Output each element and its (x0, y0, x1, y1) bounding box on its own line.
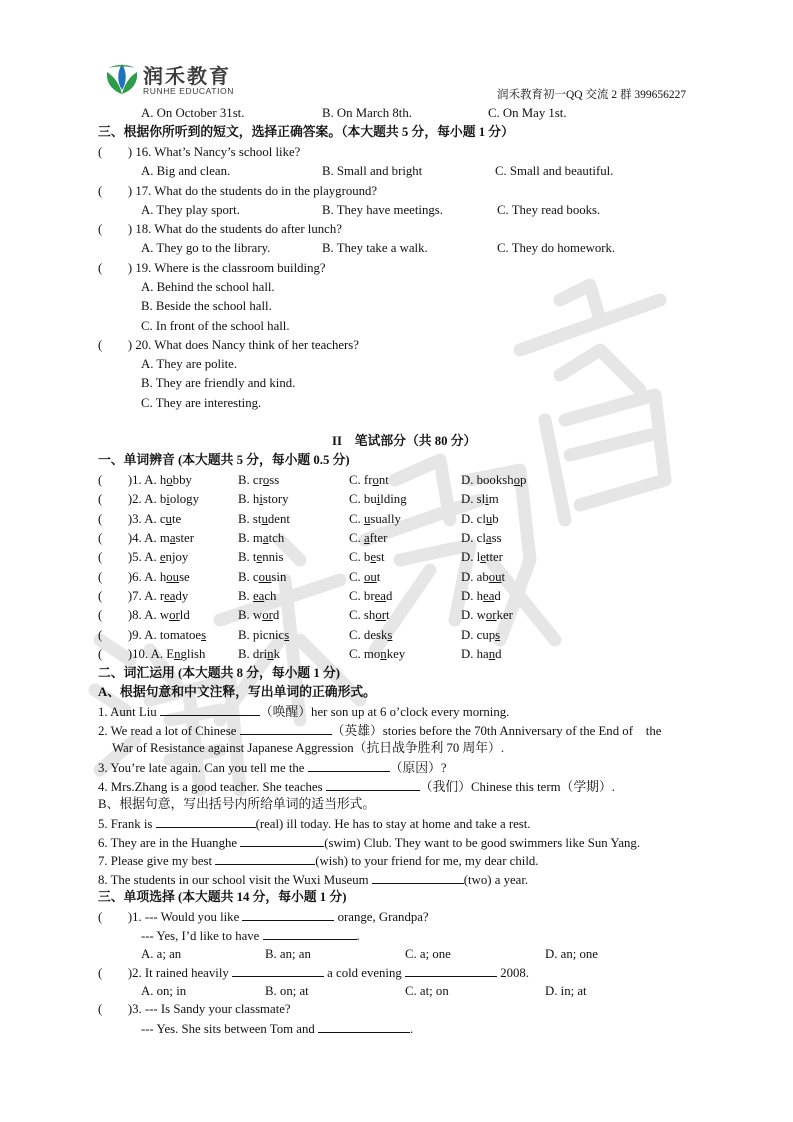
answer-blank[interactable] (240, 722, 332, 735)
phonetics-option-b: B. history (238, 492, 289, 506)
choice-1-option-d: D. an; one (545, 947, 598, 961)
answer-blank[interactable] (318, 1020, 410, 1033)
q16-option-a: A. Big and clean. (141, 164, 231, 178)
section-title-phonetics: 一、单词辨音 (本大题共 5 分，每小题 0.5 分) (98, 453, 350, 467)
phonetics-option-d: D. slim (461, 492, 499, 506)
q17-option-c: C. They read books. (497, 203, 601, 217)
answer-blank[interactable] (240, 834, 324, 847)
phonetics-row: ( )6. A. house (98, 570, 190, 584)
vocab-sentence-7: 7. Please give my best (wish) to your friend for me, my dear child. (98, 854, 539, 868)
phonetics-option-b: B. drink (238, 647, 280, 661)
choice-1-option-c: C. a; one (405, 947, 451, 961)
phonetics-option-b: B. student (238, 512, 290, 526)
vocab-sentence-2: 2. We read a lot of Chinese （英雄）stories before the 70th Anniversary of the End of the (98, 724, 662, 738)
section-title-single-choice: 三、单项选择 (本大题共 14 分，每小题 1 分) (98, 890, 347, 904)
phonetics-option-c: C. monkey (349, 647, 406, 661)
phonetics-option-c: C. building (349, 492, 407, 506)
phonetics-option-b: B. cross (238, 473, 280, 487)
vocab-sentence-1: 1. Aunt Liu （唤醒）her son up at 6 o’clock every morning. (98, 705, 510, 719)
option-a: A. On October 31st. (141, 106, 245, 120)
choice-question-3: ( )3. --- Is Sandy your classmate? (98, 1002, 291, 1016)
part-title-written: II 笔试部分（共 80 分） (332, 434, 477, 448)
phonetics-option-d: D. head (461, 589, 501, 603)
question-19: ( ) 19. Where is the classroom building? (98, 261, 326, 275)
option-b: B. On March 8th. (322, 106, 412, 120)
choice-question-1-reply: --- Yes, I’d like to have . (141, 929, 360, 943)
leaf-logo-icon (103, 60, 141, 98)
answer-blank[interactable] (232, 964, 324, 977)
question-17: ( ) 17. What do the students do in the playground? (98, 184, 378, 198)
phonetics-option-c: C. out (349, 570, 381, 584)
section-title-vocabulary: 二、词汇运用 (本大题共 8 分，每小题 1 分) (98, 666, 341, 680)
choice-question-2: ( )2. It rained heavily a cold evening 2008. (98, 966, 529, 980)
vocab-sentence-8: 8. The students in our school visit the Wuxi Museum (two) a year. (98, 873, 529, 887)
logo-english-name: RUNHE EDUCATION (143, 86, 235, 96)
question-18: ( ) 18. What do the students do after lunch? (98, 222, 342, 236)
q19-option-a: A. Behind the school hall. (141, 280, 275, 294)
q19-option-c: C. In front of the school hall. (141, 319, 290, 333)
phonetics-option-c: C. short (349, 608, 390, 622)
choice-question-1: ( )1. --- Would you like orange, Grandpa? (98, 910, 429, 924)
runhe-education-logo (103, 60, 263, 100)
choice-2-option-a: A. on; in (141, 984, 187, 998)
phonetics-option-d: D. about (461, 570, 506, 584)
q20-option-b: B. They are friendly and kind. (141, 376, 296, 390)
vocab-sentence-4: 4. Mrs.Zhang is a good teacher. She teaches （我们）Chinese this term（学期）. (98, 780, 615, 794)
choice-2-option-d: D. in; at (545, 984, 587, 998)
phonetics-option-d: D. worker (461, 608, 513, 622)
q16-option-b: B. Small and bright (322, 164, 423, 178)
q16-option-c: C. Small and beautiful. (495, 164, 614, 178)
logo-chinese-name: 润禾教育 (143, 64, 231, 88)
phonetics-option-d: D. class (461, 531, 502, 545)
choice-1-option-b: B. an; an (265, 947, 311, 961)
answer-blank[interactable] (326, 778, 420, 791)
phonetics-row: ( )4. A. master (98, 531, 194, 545)
vocab-part-b-instruction: B、根据句意，写出括号内所给单词的适当形式。 (98, 797, 376, 811)
phonetics-option-c: C. front (349, 473, 389, 487)
phonetics-option-c: C. after (349, 531, 388, 545)
phonetics-row: ( )1. A. hobby (98, 473, 192, 487)
phonetics-option-c: C. usually (349, 512, 401, 526)
phonetics-option-d: D. bookshop (461, 473, 527, 487)
question-16: ( ) 16. What’s Nancy’s school like? (98, 145, 301, 159)
phonetics-option-d: D. club (461, 512, 499, 526)
choice-question-3-reply: --- Yes. She sits between Tom and . (141, 1022, 414, 1036)
q18-option-b: B. They take a walk. (322, 241, 428, 255)
phonetics-option-b: B. tennis (238, 550, 284, 564)
phonetics-row: ( )2. A. biology (98, 492, 199, 506)
q17-option-a: A. They play sport. (141, 203, 240, 217)
phonetics-option-c: C. best (349, 550, 385, 564)
vocab-part-a-instruction: A、根据句意和中文注释，写出单词的正确形式。 (98, 685, 376, 699)
vocab-sentence-2-continued: War of Resistance against Japanese Aggression（抗日战争胜利 70 周年）. (112, 741, 505, 755)
vocab-sentence-3: 3. You’re late again. Can you tell me the （原因）? (98, 761, 447, 775)
choice-2-option-c: C. at; on (405, 984, 449, 998)
phonetics-row: ( )10. A. English (98, 647, 206, 661)
choice-1-option-a: A. a; an (141, 947, 182, 961)
phonetics-option-c: C. desks (349, 628, 393, 642)
answer-blank[interactable] (263, 927, 357, 940)
q20-option-c: C. They are interesting. (141, 396, 262, 410)
answer-blank[interactable] (308, 759, 390, 772)
q19-option-b: B. Beside the school hall. (141, 299, 272, 313)
phonetics-row: ( )3. A. cute (98, 512, 182, 526)
phonetics-option-c: C. bread (349, 589, 393, 603)
q17-option-b: B. They have meetings. (322, 203, 443, 217)
phonetics-option-b: B. picnics (238, 628, 290, 642)
section-title-listening-3: 三、根据你所听到的短文，选择正确答案。（本大题共 5 分，每小题 1 分） (98, 125, 514, 139)
phonetics-option-b: B. each (238, 589, 277, 603)
q20-option-a: A. They are polite. (141, 357, 238, 371)
answer-blank[interactable] (156, 815, 256, 828)
answer-blank[interactable] (372, 871, 464, 884)
qq-group-note: 润禾教育初一QQ 交流 2 群 399656227 (497, 89, 687, 101)
q18-option-a: A. They go to the library. (141, 241, 271, 255)
phonetics-row: ( )5. A. enjoy (98, 550, 189, 564)
phonetics-option-d: D. letter (461, 550, 503, 564)
answer-blank[interactable] (405, 964, 497, 977)
q18-option-c: C. They do homework. (497, 241, 616, 255)
phonetics-row: ( )7. A. ready (98, 589, 189, 603)
vocab-sentence-6: 6. They are in the Huanghe (swim) Club. They want to be good swimmers like Sun Yang. (98, 836, 641, 850)
answer-blank[interactable] (215, 852, 315, 865)
vocab-sentence-5: 5. Frank is (real) ill today. He has to stay at home and take a rest. (98, 817, 531, 831)
answer-blank[interactable] (160, 703, 260, 716)
option-c: C. On May 1st. (488, 106, 567, 120)
phonetics-option-d: D. hand (461, 647, 502, 661)
phonetics-option-d: D. cups (461, 628, 501, 642)
answer-blank[interactable] (242, 908, 334, 921)
phonetics-option-b: B. cousin (238, 570, 287, 584)
phonetics-option-b: B. match (238, 531, 285, 545)
question-20: ( ) 20. What does Nancy think of her teachers? (98, 338, 359, 352)
phonetics-option-b: B. word (238, 608, 280, 622)
choice-2-option-b: B. on; at (265, 984, 309, 998)
phonetics-row: ( )9. A. tomatoes (98, 628, 207, 642)
phonetics-row: ( )8. A. world (98, 608, 190, 622)
